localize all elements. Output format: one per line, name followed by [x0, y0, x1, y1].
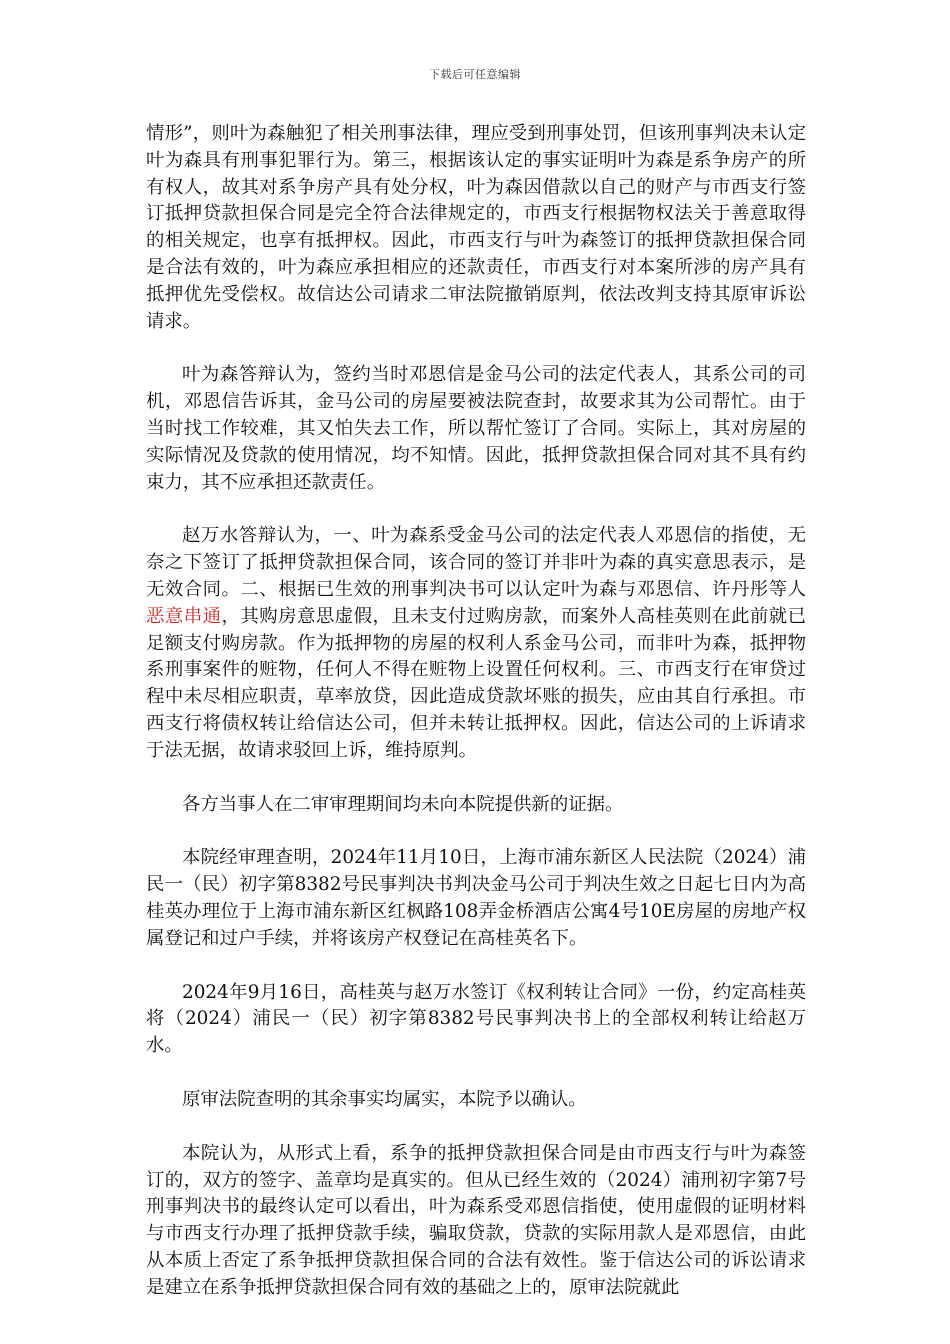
paragraph-ye-defense: 叶为森答辩认为，签约当时邓恩信是金马公司的法定代表人，其系公司的司机，邓恩信告诉其，金马公司的房屋要被法院查封，故要求其为公司帮忙。由于当时找工作较难，其又怕失去工作，所以帮忙签订了合同。实际上，其对房屋的实际情况及贷款的使用情况，均不知情。因此，抵押贷款担保合同对其不具有约束力，其不应承担还款责任。: [146, 364, 806, 493]
paragraph-rights-transfer: 2024年9月16日，高桂英与赵万水签订《权利转让合同》一份，约定高桂英将（2024）浦民一（民）初字第8382号民事判决书上的全部权利转让给赵万水。: [146, 981, 806, 1057]
paragraph-facts-confirmed: 原审法院查明的其余事实均属实，本院予以确认。: [182, 1088, 587, 1110]
page-header-caption: 下载后可任意编辑: [429, 68, 521, 81]
paragraph-court-findings: 本院经审理查明，2024年11月10日，上海市浦东新区人民法院（2024）浦民一（民）初字第8382号民事判决书判决金马公司于判决生效之日起七日内为高桂英办理位于上海市浦东新区红枫路108弄金桥酒店公寓4号10E房屋的房地产权属登记和过户手续，并将该房产权登记在高桂英名下。: [146, 847, 806, 949]
paragraph-continuation: 情形”，则叶为森触犯了相关刑事法律，理应受到刑事处罚，但该刑事判决未认定叶为森具有刑事犯罪行为。第三，根据该认定的事实证明叶为森是系争房产的所有权人，故其对系争房产具有处分权，叶为森因借款以自己的财产与市西支行签订抵押贷款担保合同是完全符合法律规定的，市西支行根据物权法关于善意取得的相关规定，也享有抵押权。因此，市西支行与叶为森签订的抵押贷款担保合同是合法有效的，叶为森应承担相应的还款责任，市西支行对本案所涉的房产具有抵押优先受偿权。故信达公司请求二审法院撤销原判，依法改判支持其原审诉讼请求。: [146, 123, 806, 332]
paragraph-court-opinion: 本院认为，从形式上看，系争的抵押贷款担保合同是由市西支行与叶为森签订的，双方的签字、盖章均是真实的。但从已经生效的（2024）浦刑初字第7号刑事判决书的最终认定可以看出，叶为森系受邓恩信指使，使用虚假的证明材料与市西支行办理了抵押贷款手续，骗取贷款，贷款的实际用款人是邓恩信，由此从本质上否定了系争抵押贷款担保合同的合法有效性。鉴于信达公司的诉讼请求是建立在系争抵押贷款担保合同有效的基础之上的，原审法院就此: [146, 1142, 806, 1298]
paragraph-zhao-defense: [146, 523, 806, 764]
document-body: [146, 121, 806, 1328]
paragraph-zhao-defense-part1: 赵万水答辩认为，一、叶为森系受金马公司的法定代表人邓恩信的指使，无奈之下签订了抵押贷款担保合同，该合同的签订并非叶为森的真实意思表示，是无效合同。二、根据已生效的刑事判决书可以认定叶为森与邓恩信、许丹彤等人: [146, 525, 806, 600]
paragraph-no-new-evidence: 各方当事人在二审审理期间均未向本院提供新的证据。: [182, 793, 624, 815]
paragraph-zhao-defense-part2: ，其购房意思虚假，且未支付过购房款，而案外人高桂英则在此前就已足额支付购房款。作为抵押物的房屋的权利人系金马公司，而非叶为森，抵押物系刑事案件的赃物，任何人不得在赃物上设置任何权利。三、市西支行在审贷过程中未尽相应职责，草率放贷，因此造成贷款坏账的损失，应由其自行承担。市西支行将债权转让给信达公司，但并未转让抵押权。因此，信达公司的上诉请求于法无据，故请求驳回上诉，维持原判。: [146, 605, 806, 761]
highlighted-term[interactable]: 恶意串通: [146, 605, 222, 627]
